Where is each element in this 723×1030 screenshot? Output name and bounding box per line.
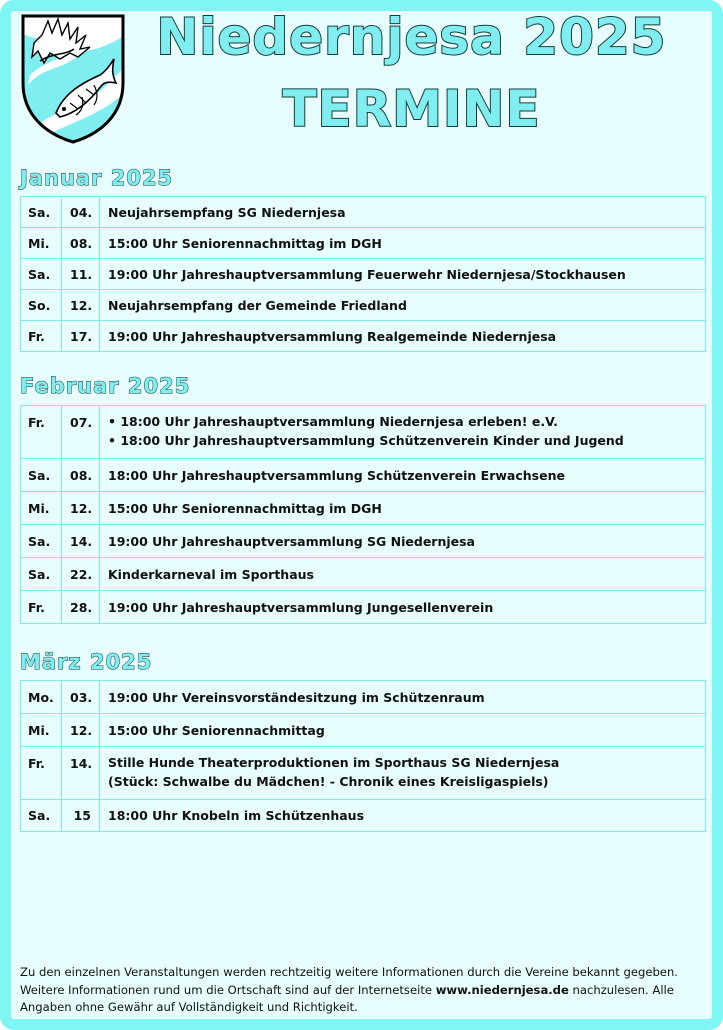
table-row bbox=[21, 681, 706, 714]
event-description: 19:00 Uhr Jahreshauptversammlung SG Niedernjesa bbox=[100, 525, 706, 558]
event-description: 15:00 Uhr Seniorennachmittag im DGH bbox=[100, 228, 706, 259]
page-title: Niedernjesa 2025 bbox=[156, 8, 667, 66]
event-description: 19:00 Uhr Jahreshauptversammlung Realgemeinde Niedernjesa bbox=[100, 321, 706, 352]
table-row bbox=[21, 290, 706, 321]
event-line: Stille Hunde Theaterproduktionen im Sporthaus SG Niedernjesa bbox=[108, 755, 560, 770]
table-row bbox=[21, 406, 706, 459]
event-day: So. bbox=[21, 290, 62, 321]
footer-note bbox=[20, 964, 710, 1017]
event-date: 12. bbox=[62, 290, 100, 321]
event-date: 07. bbox=[62, 406, 100, 459]
table-row bbox=[21, 747, 706, 800]
table-row bbox=[21, 714, 706, 747]
event-day: Sa. bbox=[21, 525, 62, 558]
event-day: Sa. bbox=[21, 197, 62, 228]
event-date: 14. bbox=[62, 747, 100, 800]
event-description: Neujahrsempfang der Gemeinde Friedland bbox=[100, 290, 706, 321]
event-description: 18:00 Uhr Knobeln im Schützenhaus bbox=[100, 800, 706, 832]
event-day: Fr. bbox=[21, 406, 62, 459]
event-date: 14. bbox=[62, 525, 100, 558]
month-heading-maerz: März 2025 bbox=[20, 650, 153, 674]
month-heading-januar: Januar 2025 bbox=[20, 166, 174, 190]
footer-text-end: nachzulesen. Alle Angaben ohne Gewähr auf Vollständigkeit und Richtigkeit. bbox=[20, 982, 674, 1014]
event-description bbox=[100, 747, 706, 800]
event-date: 03. bbox=[62, 681, 100, 714]
event-day: Mi. bbox=[21, 492, 62, 525]
table-row bbox=[21, 228, 706, 259]
website-link[interactable]: www.niedernjesa.de bbox=[435, 982, 569, 997]
event-description: Kinderkarneval im Sporthaus bbox=[100, 558, 706, 591]
event-day: Fr. bbox=[21, 321, 62, 352]
events-table-februar bbox=[20, 405, 706, 624]
table-row bbox=[21, 558, 706, 591]
event-day: Sa. bbox=[21, 459, 62, 492]
event-description: 19:00 Uhr Jahreshauptversammlung Feuerwehr Niedernjesa/Stockhausen bbox=[100, 259, 706, 290]
event-description bbox=[100, 406, 706, 459]
table-row bbox=[21, 525, 706, 558]
event-date: 17. bbox=[62, 321, 100, 352]
event-day: Mo. bbox=[21, 681, 62, 714]
events-table-maerz bbox=[20, 680, 706, 832]
event-date: 12. bbox=[62, 492, 100, 525]
table-row bbox=[21, 321, 706, 352]
event-day: Mi. bbox=[21, 714, 62, 747]
event-description: 15:00 Uhr Seniorennachmittag im DGH bbox=[100, 492, 706, 525]
event-day: Fr. bbox=[21, 591, 62, 624]
event-date: 11. bbox=[62, 259, 100, 290]
table-row bbox=[21, 259, 706, 290]
event-date: 08. bbox=[62, 459, 100, 492]
page-subtitle: TERMINE bbox=[282, 80, 541, 138]
event-description: 18:00 Uhr Jahreshauptversammlung Schützenverein Erwachsene bbox=[100, 459, 706, 492]
table-row bbox=[21, 492, 706, 525]
event-day: Sa. bbox=[21, 259, 62, 290]
table-row bbox=[21, 459, 706, 492]
month-heading-februar: Februar 2025 bbox=[20, 374, 191, 398]
events-table-januar bbox=[20, 196, 706, 352]
event-day: Sa. bbox=[21, 558, 62, 591]
event-line: (Stück: Schwalbe du Mädchen! - Chronik eines Kreisligaspiels) bbox=[108, 774, 549, 789]
footer-text: Zu den einzelnen Veranstaltungen werden rechtzeitig weitere Informationen durch die Vereine bekannt gegeben. Weitere Informationen rund um die Ortschaft sind auf der Internetseite bbox=[20, 965, 678, 997]
event-date: 15 bbox=[62, 800, 100, 832]
table-row bbox=[21, 800, 706, 832]
table-row bbox=[21, 197, 706, 228]
event-date: 22. bbox=[62, 558, 100, 591]
event-description: 19:00 Uhr Vereinsvorständesitzung im Schützenraum bbox=[100, 681, 706, 714]
event-date: 08. bbox=[62, 228, 100, 259]
event-description: 15:00 Uhr Seniorennachmittag bbox=[100, 714, 706, 747]
event-date: 28. bbox=[62, 591, 100, 624]
event-line: • 18:00 Uhr Jahreshauptversammlung Schützenverein Kinder und Jugend bbox=[108, 433, 624, 448]
event-date: 12. bbox=[62, 714, 100, 747]
table-row bbox=[21, 591, 706, 624]
event-line: • 18:00 Uhr Jahreshauptversammlung Niedernjesa erleben! e.V. bbox=[108, 414, 558, 429]
event-date: 04. bbox=[62, 197, 100, 228]
event-day: Mi. bbox=[21, 228, 62, 259]
event-day: Fr. bbox=[21, 747, 62, 800]
event-day: Sa. bbox=[21, 800, 62, 832]
event-description: Neujahrsempfang SG Niedernjesa bbox=[100, 197, 706, 228]
event-description: 19:00 Uhr Jahreshauptversammlung Jungesellenverein bbox=[100, 591, 706, 624]
